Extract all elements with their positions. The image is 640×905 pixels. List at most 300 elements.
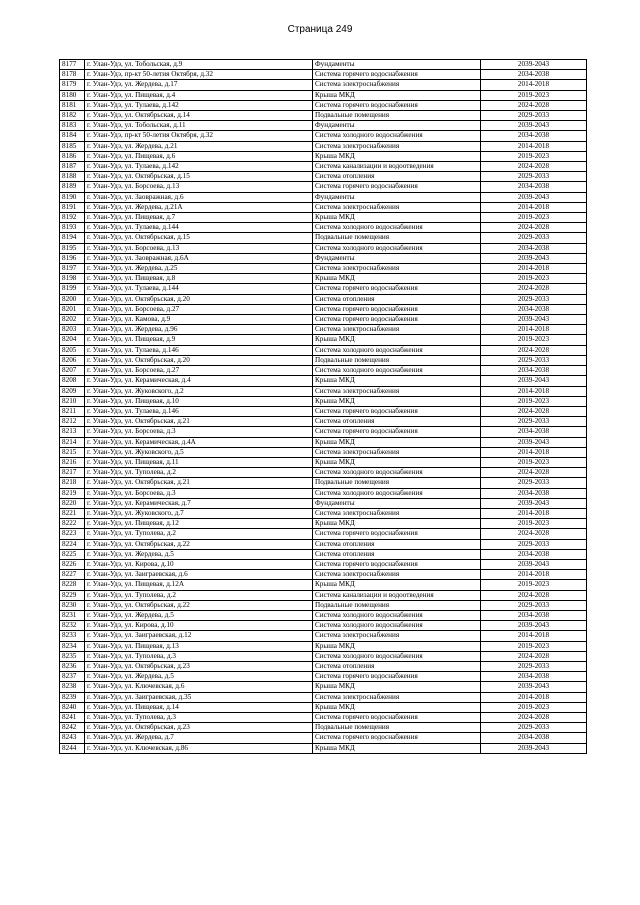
row-number: 8190 — [60, 192, 85, 202]
period-cell: 2034-2038 — [481, 304, 587, 314]
table-row — [60, 539, 587, 549]
system-cell: Фундаменты — [313, 192, 481, 202]
row-number: 8244 — [60, 743, 85, 753]
period-cell: 2019-2023 — [481, 702, 587, 712]
system-cell: Система отопления — [313, 294, 481, 304]
system-cell: Система канализации и водоотведения — [313, 590, 481, 600]
address-cell: г. Улан-Удэ, ул. Жердева, д.5 — [85, 549, 313, 559]
row-number: 8240 — [60, 702, 85, 712]
address-cell: г. Улан-Удэ, ул. Туполева, д.3 — [85, 651, 313, 661]
table-row — [60, 70, 587, 80]
system-cell: Система холодного водоснабжения — [313, 468, 481, 478]
table-row — [60, 406, 587, 416]
period-cell: 2034-2038 — [481, 488, 587, 498]
period-cell: 2024-2028 — [481, 284, 587, 294]
system-cell: Крыша МКД — [313, 457, 481, 467]
table-row — [60, 682, 587, 692]
address-cell: г. Улан-Удэ, ул. Заовражная, д.6А — [85, 253, 313, 263]
row-number: 8195 — [60, 243, 85, 253]
period-cell: 2024-2028 — [481, 406, 587, 416]
row-number: 8211 — [60, 406, 85, 416]
row-number: 8192 — [60, 213, 85, 223]
system-cell: Фундаменты — [313, 60, 481, 70]
row-number: 8193 — [60, 223, 85, 233]
system-cell: Система электроснабжения — [313, 570, 481, 580]
row-number: 8232 — [60, 621, 85, 631]
system-cell: Крыша МКД — [313, 437, 481, 447]
system-cell: Система горячего водоснабжения — [313, 100, 481, 110]
row-number: 8180 — [60, 90, 85, 100]
period-cell: 2014-2018 — [481, 80, 587, 90]
system-cell: Система электроснабжения — [313, 386, 481, 396]
address-cell: г. Улан-Удэ, ул. Октябрьская, д.15 — [85, 233, 313, 243]
row-number: 8183 — [60, 121, 85, 131]
table-row — [60, 396, 587, 406]
address-cell: г. Улан-Удэ, ул. Камова, д.9 — [85, 315, 313, 325]
period-cell: 2024-2028 — [481, 223, 587, 233]
address-cell: г. Улан-Удэ, ул. Жердева, д.5 — [85, 672, 313, 682]
row-number: 8228 — [60, 580, 85, 590]
period-cell: 2019-2023 — [481, 274, 587, 284]
period-cell: 2014-2018 — [481, 692, 587, 702]
system-cell: Крыша МКД — [313, 743, 481, 753]
row-number: 8178 — [60, 70, 85, 80]
address-cell: г. Улан-Удэ, ул. Пищевая, д.4 — [85, 90, 313, 100]
system-cell: Система горячего водоснабжения — [313, 559, 481, 569]
table-row — [60, 80, 587, 90]
period-cell: 2019-2023 — [481, 151, 587, 161]
table-row — [60, 580, 587, 590]
period-cell: 2024-2028 — [481, 651, 587, 661]
address-cell: г. Улан-Удэ, ул. Тулаева, д.146 — [85, 345, 313, 355]
period-cell: 2034-2038 — [481, 427, 587, 437]
address-cell: г. Улан-Удэ, ул. Тулаева, д.144 — [85, 223, 313, 233]
address-cell: г. Улан-Удэ, ул. Октябрьская, д.23 — [85, 723, 313, 733]
period-cell: 2029-2033 — [481, 723, 587, 733]
table-row — [60, 386, 587, 396]
row-number: 8214 — [60, 437, 85, 447]
address-cell: г. Улан-Удэ, ул. Октябрьская, д.14 — [85, 111, 313, 121]
table-row — [60, 488, 587, 498]
table-row — [60, 529, 587, 539]
table-row — [60, 468, 587, 478]
row-number: 8224 — [60, 539, 85, 549]
period-cell: 2039-2043 — [481, 621, 587, 631]
table-row — [60, 570, 587, 580]
table-row — [60, 549, 587, 559]
system-cell: Система отопления — [313, 549, 481, 559]
period-cell: 2029-2033 — [481, 478, 587, 488]
address-cell: г. Улан-Удэ, ул. Туполева, д.2 — [85, 529, 313, 539]
address-cell: г. Улан-Удэ, ул. Октябрьская, д.21 — [85, 417, 313, 427]
address-cell: г. Улан-Удэ, ул. Жердева, д.25 — [85, 264, 313, 274]
period-cell: 2024-2028 — [481, 100, 587, 110]
table-row — [60, 447, 587, 457]
address-cell: г. Улан-Удэ, ул. Октябрьская, д.22 — [85, 600, 313, 610]
period-cell: 2039-2043 — [481, 743, 587, 753]
row-number: 8225 — [60, 549, 85, 559]
system-cell: Система горячего водоснабжения — [313, 713, 481, 723]
table-row — [60, 600, 587, 610]
system-cell: Система горячего водоснабжения — [313, 733, 481, 743]
period-cell: 2034-2038 — [481, 70, 587, 80]
table-row — [60, 631, 587, 641]
table-row — [60, 233, 587, 243]
period-cell: 2019-2023 — [481, 641, 587, 651]
period-cell: 2034-2038 — [481, 610, 587, 620]
address-cell: г. Улан-Удэ, ул. Борсоева, д.27 — [85, 304, 313, 314]
system-cell: Система горячего водоснабжения — [313, 406, 481, 416]
period-cell: 2029-2033 — [481, 111, 587, 121]
period-cell: 2039-2043 — [481, 192, 587, 202]
table-row — [60, 264, 587, 274]
address-cell: г. Улан-Удэ, ул. Борсоева, д.13 — [85, 243, 313, 253]
system-cell: Крыша МКД — [313, 335, 481, 345]
row-number: 8196 — [60, 253, 85, 263]
address-cell: г. Улан-Удэ, ул. Октябрьская, д.20 — [85, 355, 313, 365]
table-row — [60, 182, 587, 192]
row-number: 8186 — [60, 151, 85, 161]
address-cell: г. Улан-Удэ, ул. Пищевая, д.9 — [85, 335, 313, 345]
row-number: 8201 — [60, 304, 85, 314]
row-number: 8184 — [60, 131, 85, 141]
table-row — [60, 559, 587, 569]
row-number: 8241 — [60, 713, 85, 723]
system-cell: Крыша МКД — [313, 702, 481, 712]
address-cell: г. Улан-Удэ, ул. Тобольская, д.11 — [85, 121, 313, 131]
period-cell: 2024-2028 — [481, 713, 587, 723]
period-cell: 2019-2023 — [481, 213, 587, 223]
address-cell: г. Улан-Удэ, ул. Ключевская, д.6 — [85, 682, 313, 692]
address-cell: г. Улан-Удэ, ул. Пищевая, д.6 — [85, 151, 313, 161]
period-cell: 2039-2043 — [481, 60, 587, 70]
table-row — [60, 641, 587, 651]
table-row — [60, 192, 587, 202]
period-cell: 2014-2018 — [481, 202, 587, 212]
table-row — [60, 202, 587, 212]
address-cell: г. Улан-Удэ, ул. Тулаева, д.144 — [85, 284, 313, 294]
row-number: 8205 — [60, 345, 85, 355]
table-row — [60, 162, 587, 172]
table-row — [60, 131, 587, 141]
table-row — [60, 519, 587, 529]
period-cell: 2019-2023 — [481, 457, 587, 467]
table-row — [60, 478, 587, 488]
address-cell: г. Улан-Удэ, ул. Заиграевская, д.35 — [85, 692, 313, 702]
period-cell: 2039-2043 — [481, 253, 587, 263]
address-cell: г. Улан-Удэ, ул. Пищевая, д.14 — [85, 702, 313, 712]
table-row — [60, 151, 587, 161]
address-cell: г. Улан-Удэ, ул. Октябрьская, д.23 — [85, 661, 313, 671]
row-number: 8234 — [60, 641, 85, 651]
period-cell: 2014-2018 — [481, 386, 587, 396]
system-cell: Система холодного водоснабжения — [313, 621, 481, 631]
address-cell: г. Улан-Удэ, ул. Жердева, д.7 — [85, 733, 313, 743]
system-cell: Крыша МКД — [313, 396, 481, 406]
table-row — [60, 651, 587, 661]
row-number: 8215 — [60, 447, 85, 457]
table-row — [60, 60, 587, 70]
row-number: 8206 — [60, 355, 85, 365]
address-cell: г. Улан-Удэ, ул. Туполева, д.2 — [85, 468, 313, 478]
row-number: 8197 — [60, 264, 85, 274]
row-number: 8217 — [60, 468, 85, 478]
row-number: 8236 — [60, 661, 85, 671]
row-number: 8181 — [60, 100, 85, 110]
address-cell: г. Улан-Удэ, ул. Пищевая, д.12А — [85, 580, 313, 590]
address-cell: г. Улан-Удэ, ул. Борсоева, д.3 — [85, 427, 313, 437]
system-cell: Система электроснабжения — [313, 264, 481, 274]
row-number: 8194 — [60, 233, 85, 243]
row-number: 8200 — [60, 294, 85, 304]
row-number: 8207 — [60, 366, 85, 376]
row-number: 8198 — [60, 274, 85, 284]
period-cell: 2019-2023 — [481, 335, 587, 345]
system-cell: Система электроснабжения — [313, 447, 481, 457]
row-number: 8212 — [60, 417, 85, 427]
period-cell: 2034-2038 — [481, 733, 587, 743]
system-cell: Фундаменты — [313, 253, 481, 263]
address-cell: г. Улан-Удэ, ул. Тобольская, д.9 — [85, 60, 313, 70]
row-number: 8208 — [60, 376, 85, 386]
period-cell: 2029-2033 — [481, 417, 587, 427]
row-number: 8191 — [60, 202, 85, 212]
table-row — [60, 743, 587, 753]
row-number: 8229 — [60, 590, 85, 600]
period-cell: 2039-2043 — [481, 437, 587, 447]
period-cell: 2029-2033 — [481, 294, 587, 304]
address-cell: г. Улан-Удэ, ул. Жердева, д.96 — [85, 325, 313, 335]
period-cell: 2024-2028 — [481, 468, 587, 478]
address-cell: г. Улан-Удэ, ул. Жуковского, д.2 — [85, 386, 313, 396]
row-number: 8233 — [60, 631, 85, 641]
table-row — [60, 437, 587, 447]
table-row — [60, 335, 587, 345]
row-number: 8204 — [60, 335, 85, 345]
period-cell: 2024-2028 — [481, 162, 587, 172]
repair-schedule-table — [59, 59, 587, 754]
table-row — [60, 294, 587, 304]
row-number: 8188 — [60, 172, 85, 182]
system-cell: Система горячего водоснабжения — [313, 182, 481, 192]
row-number: 8213 — [60, 427, 85, 437]
row-number: 8189 — [60, 182, 85, 192]
period-cell: 2014-2018 — [481, 447, 587, 457]
system-cell: Система горячего водоснабжения — [313, 529, 481, 539]
system-cell: Крыша МКД — [313, 151, 481, 161]
system-cell: Подвальные помещения — [313, 600, 481, 610]
row-number: 8179 — [60, 80, 85, 90]
system-cell: Система электроснабжения — [313, 325, 481, 335]
page-title: Страница 249 — [287, 24, 353, 35]
row-number: 8210 — [60, 396, 85, 406]
system-cell: Система отопления — [313, 661, 481, 671]
table-row — [60, 274, 587, 284]
system-cell: Система холодного водоснабжения — [313, 610, 481, 620]
row-number: 8203 — [60, 325, 85, 335]
period-cell: 2019-2023 — [481, 90, 587, 100]
system-cell: Система электроснабжения — [313, 141, 481, 151]
system-cell: Крыша МКД — [313, 274, 481, 284]
period-cell: 2014-2018 — [481, 631, 587, 641]
table-row — [60, 590, 587, 600]
system-cell: Система канализации и водоотведения — [313, 162, 481, 172]
system-cell: Система отопления — [313, 539, 481, 549]
period-cell: 2039-2043 — [481, 121, 587, 131]
period-cell: 2034-2038 — [481, 672, 587, 682]
system-cell: Система горячего водоснабжения — [313, 70, 481, 80]
address-cell: г. Улан-Удэ, ул. Заовражная, д.6 — [85, 192, 313, 202]
address-cell: г. Улан-Удэ, ул. Пищевая, д.8 — [85, 274, 313, 284]
table-row — [60, 121, 587, 131]
table-row — [60, 661, 587, 671]
period-cell: 2034-2038 — [481, 131, 587, 141]
address-cell: г. Улан-Удэ, ул. Жердева, д.5 — [85, 610, 313, 620]
table-row — [60, 284, 587, 294]
row-number: 8231 — [60, 610, 85, 620]
address-cell: г. Улан-Удэ, ул. Керамическая, д.4А — [85, 437, 313, 447]
address-cell: г. Улан-Удэ, ул. Туполева, д.2 — [85, 590, 313, 600]
period-cell: 2014-2018 — [481, 264, 587, 274]
system-cell: Система холодного водоснабжения — [313, 345, 481, 355]
row-number: 8242 — [60, 723, 85, 733]
period-cell: 2029-2033 — [481, 539, 587, 549]
address-cell: г. Улан-Удэ, ул. Пищевая, д.11 — [85, 457, 313, 467]
address-cell: г. Улан-Удэ, ул. Тулаева, д.142 — [85, 162, 313, 172]
address-cell: г. Улан-Удэ, ул. Ключевская, д.86 — [85, 743, 313, 753]
period-cell: 2039-2043 — [481, 559, 587, 569]
period-cell: 2019-2023 — [481, 396, 587, 406]
table-row — [60, 304, 587, 314]
table-row — [60, 713, 587, 723]
address-cell: г. Улан-Удэ, пр-кт 50-летия Октября, д.32 — [85, 131, 313, 141]
address-cell: г. Улан-Удэ, ул. Пищевая, д.13 — [85, 641, 313, 651]
address-cell: г. Улан-Удэ, ул. Заиграевская, д.6 — [85, 570, 313, 580]
table-row — [60, 172, 587, 182]
row-number: 8219 — [60, 488, 85, 498]
address-cell: г. Улан-Удэ, ул. Керамическая, д.7 — [85, 498, 313, 508]
system-cell: Система отопления — [313, 417, 481, 427]
table-row — [60, 213, 587, 223]
address-cell: г. Улан-Удэ, ул. Тулаева, д.142 — [85, 100, 313, 110]
address-cell: г. Улан-Удэ, ул. Кирова, д.10 — [85, 559, 313, 569]
table-row — [60, 498, 587, 508]
address-cell: г. Улан-Удэ, ул. Заиграевская, д.12 — [85, 631, 313, 641]
table-row — [60, 366, 587, 376]
row-number: 8187 — [60, 162, 85, 172]
period-cell: 2034-2038 — [481, 243, 587, 253]
system-cell: Крыша МКД — [313, 580, 481, 590]
row-number: 8221 — [60, 508, 85, 518]
system-cell: Крыша МКД — [313, 90, 481, 100]
system-cell: Крыша МКД — [313, 641, 481, 651]
address-cell: г. Улан-Удэ, ул. Жердева, д.21А — [85, 202, 313, 212]
period-cell: 2034-2038 — [481, 549, 587, 559]
period-cell: 2029-2033 — [481, 355, 587, 365]
address-cell: г. Улан-Удэ, ул. Керамическая, д.4 — [85, 376, 313, 386]
period-cell: 2034-2038 — [481, 182, 587, 192]
period-cell: 2014-2018 — [481, 141, 587, 151]
system-cell: Система горячего водоснабжения — [313, 672, 481, 682]
system-cell: Фундаменты — [313, 498, 481, 508]
period-cell: 2029-2033 — [481, 600, 587, 610]
address-cell: г. Улан-Удэ, ул. Пищевая, д.12 — [85, 519, 313, 529]
system-cell: Подвальные помещения — [313, 111, 481, 121]
table-row — [60, 610, 587, 620]
address-cell: г. Улан-Удэ, ул. Октябрьская, д.15 — [85, 172, 313, 182]
system-cell: Крыша МКД — [313, 519, 481, 529]
address-cell: г. Улан-Удэ, ул. Октябрьская, д.22 — [85, 539, 313, 549]
table-row — [60, 325, 587, 335]
period-cell: 2024-2028 — [481, 345, 587, 355]
period-cell: 2039-2043 — [481, 682, 587, 692]
system-cell: Подвальные помещения — [313, 233, 481, 243]
row-number: 8220 — [60, 498, 85, 508]
address-cell: г. Улан-Удэ, ул. Жердева, д.17 — [85, 80, 313, 90]
address-cell: г. Улан-Удэ, ул. Кирова, д.10 — [85, 621, 313, 631]
row-number: 8222 — [60, 519, 85, 529]
table-row — [60, 427, 587, 437]
table-row — [60, 90, 587, 100]
row-number: 8230 — [60, 600, 85, 610]
row-number: 8182 — [60, 111, 85, 121]
period-cell: 2014-2018 — [481, 508, 587, 518]
period-cell: 2039-2043 — [481, 376, 587, 386]
row-number: 8239 — [60, 692, 85, 702]
table-row — [60, 733, 587, 743]
period-cell: 2029-2033 — [481, 661, 587, 671]
system-cell: Система горячего водоснабжения — [313, 284, 481, 294]
address-cell: г. Улан-Удэ, ул. Борсоева, д.3 — [85, 488, 313, 498]
address-cell: г. Улан-Удэ, ул. Жуковского, д.5 — [85, 447, 313, 457]
row-number: 8218 — [60, 478, 85, 488]
row-number: 8216 — [60, 457, 85, 467]
system-cell: Фундаменты — [313, 121, 481, 131]
period-cell: 2029-2033 — [481, 233, 587, 243]
system-cell: Система отопления — [313, 172, 481, 182]
address-cell: г. Улан-Удэ, ул. Тулаева, д.146 — [85, 406, 313, 416]
row-number: 8223 — [60, 529, 85, 539]
row-number: 8238 — [60, 682, 85, 692]
period-cell: 2024-2028 — [481, 590, 587, 600]
system-cell: Система электроснабжения — [313, 80, 481, 90]
period-cell: 2019-2023 — [481, 519, 587, 529]
system-cell: Система горячего водоснабжения — [313, 304, 481, 314]
table-row — [60, 345, 587, 355]
system-cell: Подвальные помещения — [313, 478, 481, 488]
table-row — [60, 141, 587, 151]
address-cell: г. Улан-Удэ, ул. Туполева, д.3 — [85, 713, 313, 723]
table-row — [60, 621, 587, 631]
row-number: 8202 — [60, 315, 85, 325]
address-cell: г. Улан-Удэ, ул. Пищевая, д.10 — [85, 396, 313, 406]
system-cell: Подвальные помещения — [313, 723, 481, 733]
system-cell: Крыша МКД — [313, 213, 481, 223]
table-body — [60, 60, 587, 754]
row-number: 8199 — [60, 284, 85, 294]
period-cell: 2029-2033 — [481, 172, 587, 182]
system-cell: Система горячего водоснабжения — [313, 315, 481, 325]
row-number: 8237 — [60, 672, 85, 682]
table-row — [60, 243, 587, 253]
system-cell: Система электроснабжения — [313, 508, 481, 518]
row-number: 8243 — [60, 733, 85, 743]
table-row — [60, 376, 587, 386]
system-cell: Система электроснабжения — [313, 202, 481, 212]
system-cell: Система холодного водоснабжения — [313, 223, 481, 233]
address-cell: г. Улан-Удэ, ул. Жуковского, д.7 — [85, 508, 313, 518]
table-row — [60, 692, 587, 702]
